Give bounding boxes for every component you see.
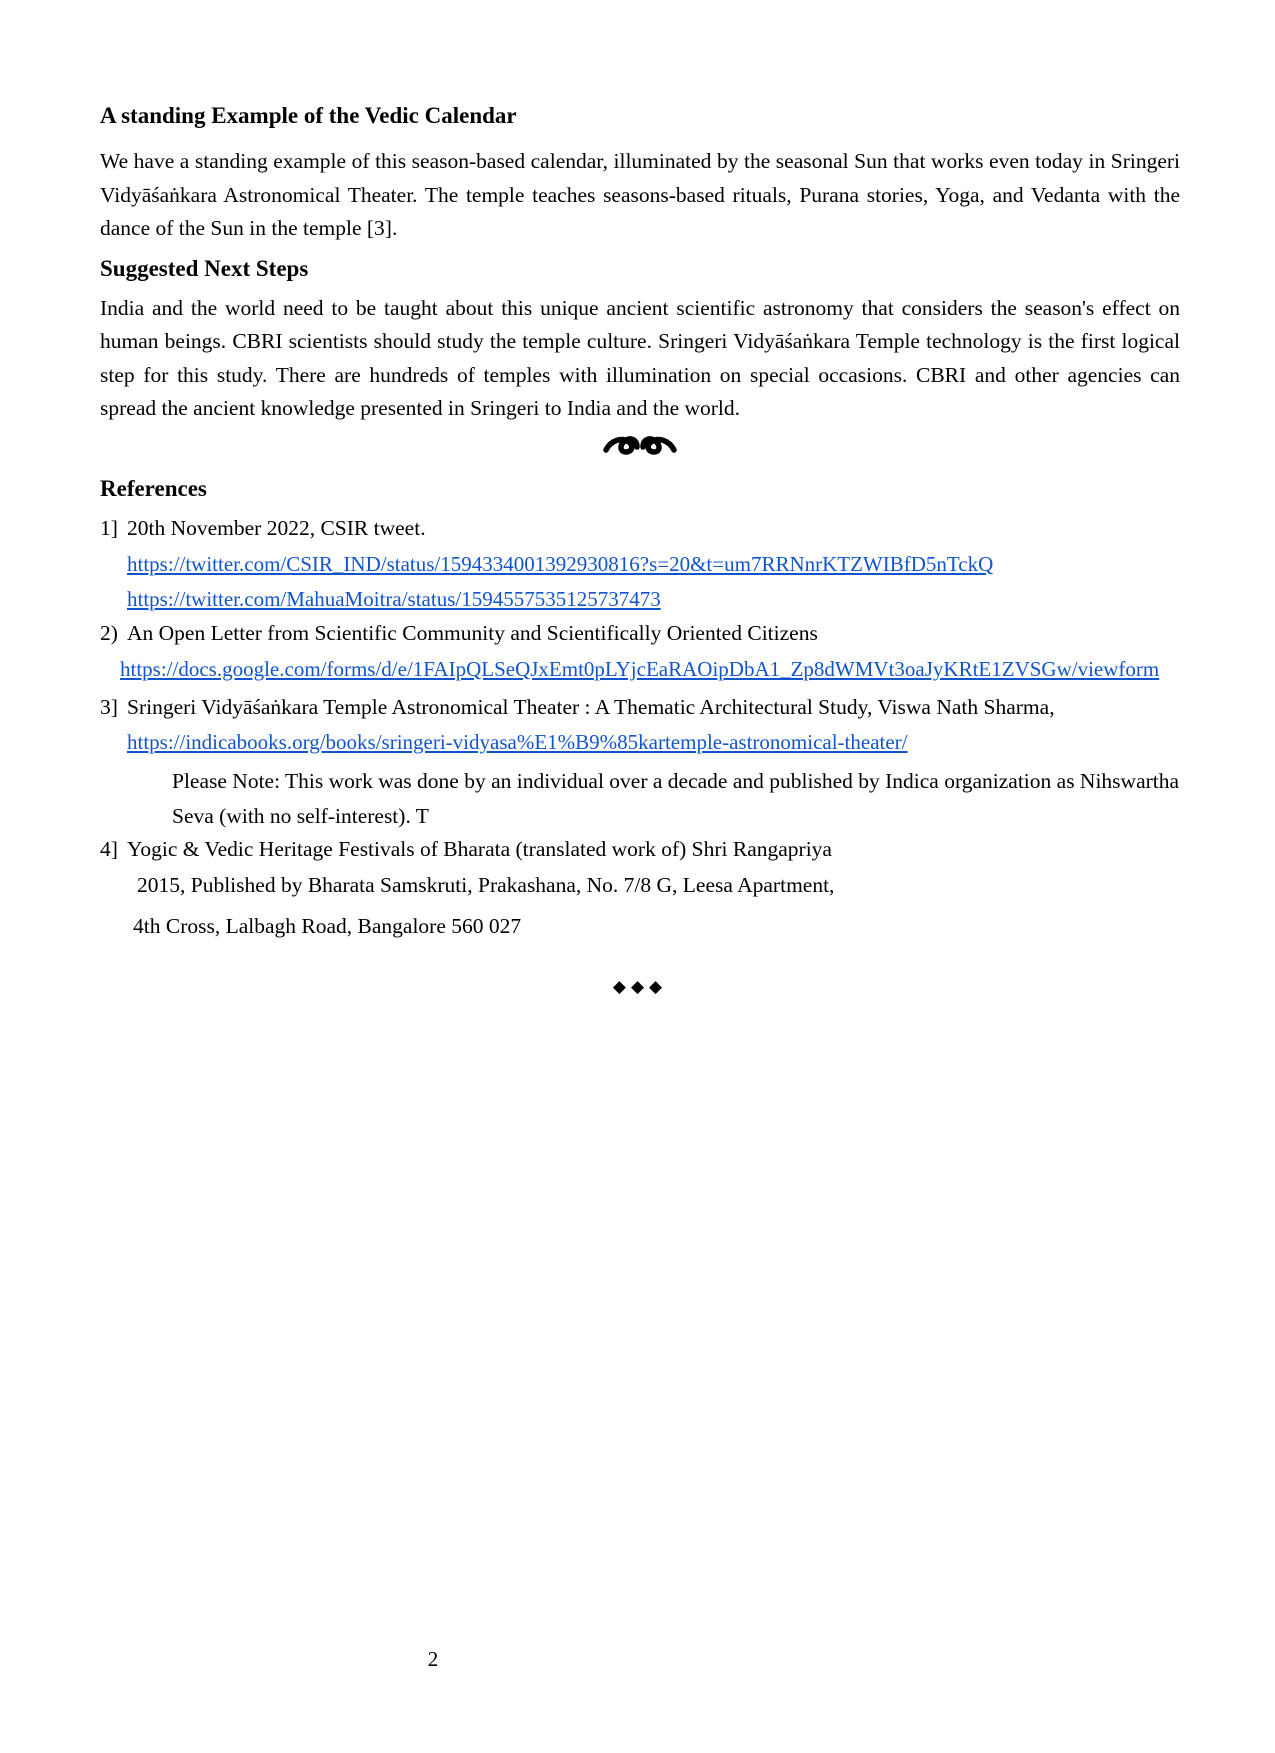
page-number: 2: [427, 1647, 439, 1671]
reference-3-text: Sringeri Vidyāśaṅkara Temple Astronomical Theater : A Thematic Architectural Study, Viswa Nath Sharma,: [127, 694, 1055, 719]
reference-2-link-row: [120, 657, 1180, 681]
open-letter-form-link[interactable]: https://docs.google.com/forms/d/e/1FAIpQLSeQJxEmt0pLYjcEaRAOipDbA1_Zp8dWMVt3oaJyKRtE1ZVSGw/viewform: [120, 656, 1160, 681]
reference-1-link-row-2: [127, 587, 1180, 611]
reference-4-label: 4]: [100, 836, 118, 861]
reference-1-label: 1]: [100, 515, 118, 540]
paragraph-next-steps: India and the world need to be taught about this unique ancient scientific astronomy that considers the season's effect on human beings. CBRI scientists should study the temple culture. Sringeri Vidyāśaṅkara Temple technology is the first logical step for this study. There are hundreds of temples with illumination on special occasions. CBRI and other agencies can spread the ancient knowledge presented in Sringeri to India and the world.: [100, 295, 1180, 420]
reference-2-label: 2): [100, 620, 118, 645]
end-of-document-marker: ◆◆◆: [612, 976, 668, 997]
reference-4-continuation-1: 2015, Published by Bharata Samskruti, Prakashana, No. 7/8 G, Leesa Apartment,: [137, 872, 835, 897]
csir-tweet-link[interactable]: https://twitter.com/CSIR_IND/status/1594334001392930816?s=20&t=um7RRNnrKTZWIBfD5nTckQ: [127, 551, 994, 576]
references-heading: References: [100, 475, 207, 501]
reference-2-text: An Open Letter from Scientific Community and Scientifically Oriented Citizens: [127, 620, 818, 645]
reference-4-text: Yogic & Vedic Heritage Festivals of Bharata (translated work of) Shri Rangapriya: [127, 836, 832, 861]
reference-3-note: Please Note: This work was done by an individual over a decade and published by Indica organization as Nihswartha Seva (with no self-interest). T: [172, 768, 1180, 828]
reference-3-link-row: [127, 730, 1180, 754]
section-divider: [100, 426, 1180, 460]
indicabooks-link[interactable]: https://indicabooks.org/books/sringeri-vidyasa%E1%B9%85kartemple-astronomical-theater/: [127, 729, 908, 754]
section-heading-vedic-calendar: A standing Example of the Vedic Calendar: [100, 103, 517, 128]
reference-item-1: [100, 516, 1180, 540]
paragraph-vedic-calendar: We have a standing example of this season-based calendar, illuminated by the seasonal Sun that works even today in Sringeri Vidyāśaṅkara Astronomical Theater. The temple teaches seasons-based rituals, Purana stories, Yoga, and Vedanta with the dance of the Sun in the temple [3].: [100, 149, 1180, 240]
reference-1-link-row-1: [127, 552, 1180, 576]
reference-3-label: 3]: [100, 694, 118, 719]
mahua-moitra-tweet-link[interactable]: https://twitter.com/MahuaMoitra/status/1594557535125737473: [127, 586, 661, 611]
reference-item-3: [100, 695, 1180, 719]
floral-ornament-icon: [602, 428, 678, 460]
section-heading-next-steps: Suggested Next Steps: [100, 255, 309, 281]
reference-item-2: [100, 621, 1180, 645]
document-page: [0, 103, 1275, 1753]
reference-1-text: 20th November 2022, CSIR tweet.: [127, 515, 426, 540]
reference-item-4: [100, 837, 1180, 861]
reference-4-continuation-2: 4th Cross, Lalbagh Road, Bangalore 560 027: [133, 913, 522, 938]
